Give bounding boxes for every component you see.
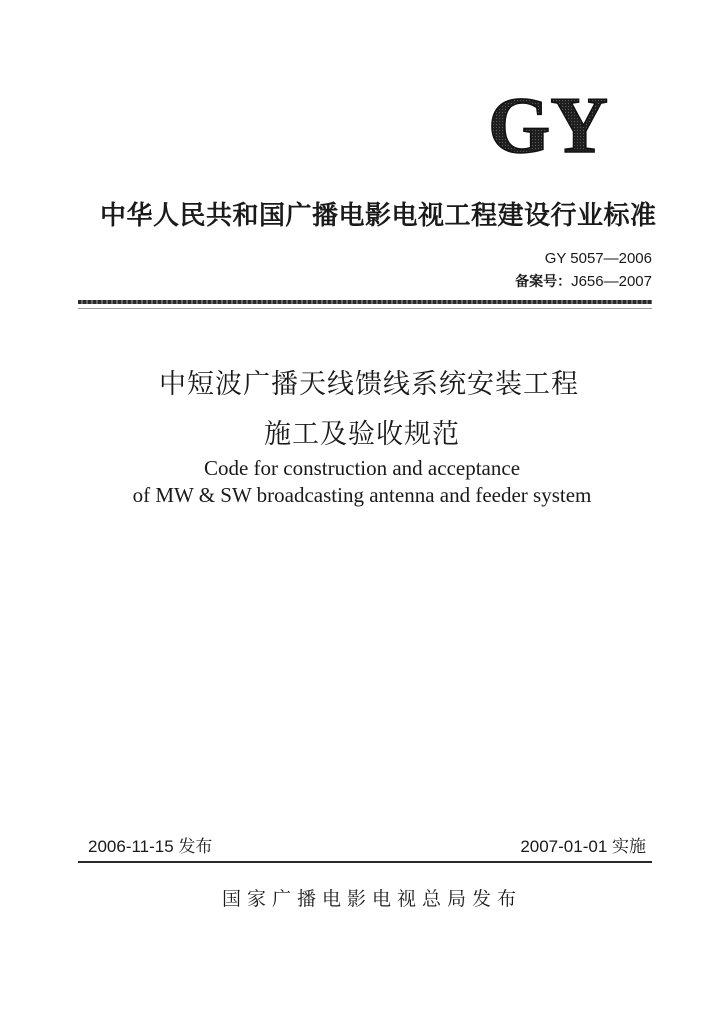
title-chinese-line-1: 中短波广播天线馈线系统安装工程 bbox=[159, 369, 579, 400]
issue-date: 2006-11-15 发布 bbox=[88, 837, 213, 856]
publisher: 国家广播电影电视总局发布 bbox=[221, 888, 522, 910]
filing-label: 备案号： bbox=[515, 274, 572, 290]
header-divider bbox=[78, 300, 652, 304]
gy-logo-icon bbox=[486, 90, 636, 158]
effective-date: 2007-01-01 实施 bbox=[520, 837, 646, 856]
filing-number bbox=[515, 271, 652, 291]
title-english-line-1: Code for construction and acceptance bbox=[203, 456, 521, 480]
title-chinese-line-2: 施工及验收规范 bbox=[264, 419, 460, 450]
footer-divider bbox=[78, 861, 652, 863]
header-divider-thin bbox=[78, 308, 652, 309]
standard-category: 中华人民共和国广播电影电视工程建设行业标准 bbox=[100, 201, 657, 231]
standard-number: GY 5057—2006 bbox=[544, 250, 652, 267]
filing-value: J656—2007 bbox=[571, 273, 652, 290]
title-english-line-2: of MW & SW broadcasting antenna and feeder system bbox=[132, 483, 592, 507]
svg-text:GY: GY bbox=[488, 90, 608, 158]
